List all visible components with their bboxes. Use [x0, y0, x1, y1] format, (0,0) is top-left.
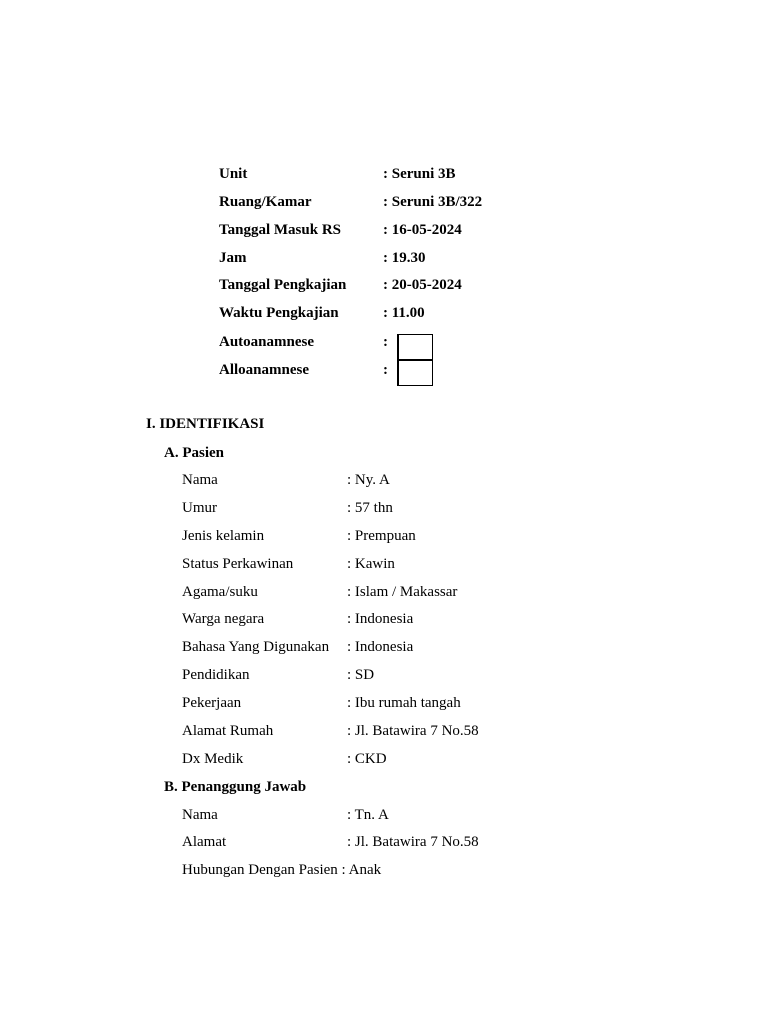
penanggung-value: : Tn. A [347, 807, 389, 823]
header-value: : 19.30 [383, 250, 426, 266]
header-label: Ruang/Kamar [219, 194, 312, 210]
header-label: Waktu Pengkajian [219, 305, 339, 321]
header-value: : 11.00 [383, 305, 425, 321]
penanggung-row-hubungan: Hubungan Dengan Pasien : Anak [182, 862, 382, 878]
header-label: Unit [219, 166, 248, 182]
autoanamnese-checkbox[interactable] [397, 334, 433, 360]
pasien-value: : Islam / Makassar [347, 584, 458, 600]
pasien-value: : Prempuan [347, 528, 416, 544]
header-label: Jam [219, 250, 247, 266]
pasien-label: Agama/suku [182, 584, 258, 600]
pasien-value: : CKD [347, 751, 387, 767]
pasien-value: : Ibu rumah tangah [347, 695, 461, 711]
pasien-label: Nama [182, 472, 218, 488]
pasien-label: Warga negara [182, 611, 265, 627]
pasien-label: Umur [182, 500, 217, 516]
pasien-label: Jenis kelamin [182, 528, 265, 544]
alloanamnese-checkbox[interactable] [397, 360, 433, 386]
header-value: : Seruni 3B [383, 166, 456, 182]
pasien-label: Pekerjaan [182, 695, 242, 711]
autoanamnese-colon: : [383, 334, 388, 350]
pasien-label: Status Perkawinan [182, 556, 294, 572]
pasien-label: Dx Medik [182, 751, 244, 767]
pasien-value: : Indonesia [347, 611, 414, 627]
pasien-label: Bahasa Yang Digunakan [182, 639, 330, 655]
pasien-value: : Indonesia [347, 639, 414, 655]
header-label: Tanggal Masuk RS [219, 222, 341, 238]
penanggung-label: Alamat [182, 834, 227, 850]
alloanamnese-colon: : [383, 362, 388, 378]
penanggung-value: : Jl. Batawira 7 No.58 [347, 834, 479, 850]
pasien-value: : 57 thn [347, 500, 393, 516]
header-value: : 20-05-2024 [383, 277, 462, 293]
pasien-value: : Jl. Batawira 7 No.58 [347, 723, 479, 739]
pasien-value: : Ny. A [347, 472, 390, 488]
header-value: : 16-05-2024 [383, 222, 462, 238]
header-value: : Seruni 3B/322 [383, 194, 483, 210]
pasien-value: : SD [347, 667, 375, 683]
pasien-label: Alamat Rumah [182, 723, 274, 739]
section-title: I. IDENTIFIKASI [146, 416, 265, 432]
pasien-value: : Kawin [347, 556, 395, 572]
penanggung-title: B. Penanggung Jawab [164, 779, 307, 795]
pasien-title: A. Pasien [164, 445, 224, 461]
penanggung-label: Nama [182, 807, 218, 823]
header-label: Tanggal Pengkajian [219, 277, 347, 293]
pasien-label: Pendidikan [182, 667, 250, 683]
alloanamnese-label: Alloanamnese [219, 362, 309, 378]
autoanamnese-label: Autoanamnese [219, 334, 315, 350]
